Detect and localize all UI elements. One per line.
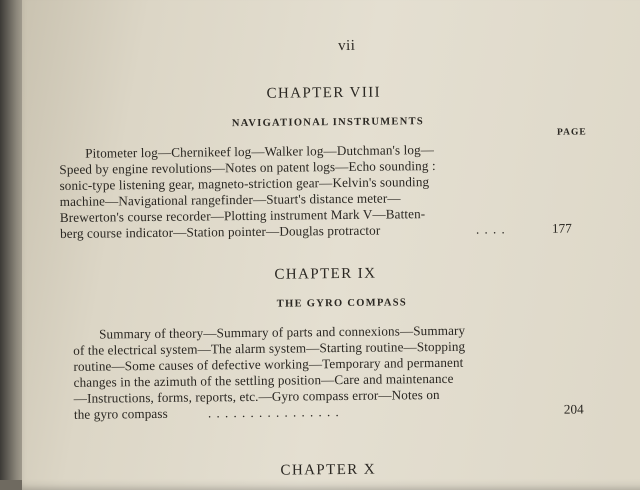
chapter-viii-dot-leader: . . . . (475, 221, 506, 237)
page-text-block (20, 0, 640, 479)
chapter-ix-page-number: 204 (563, 401, 584, 417)
chapter-ix-line-1: Summary of theory—Summary of parts and connexions—Summary (98, 322, 466, 342)
chapter-ix-line-4: changes in the azimuth of the settling position—Care and maintenance (73, 370, 454, 390)
chapter-ix-dot-leader: . . . . . . . . . . . . . . . . (207, 404, 340, 421)
chapter-ix-line-2: of the electrical system—The alarm system—Starting routine—Stopping (73, 338, 466, 358)
chapter-ix-line-6: the gyro compass (73, 405, 168, 422)
chapter-ix-line-5: —Instructions, forms, reports, etc.—Gyro compass error—Notes on (73, 386, 440, 406)
chapter-viii-subtitle: NAVIGATIONAL INSTRUMENTS (231, 116, 425, 130)
chapter-x-heading: CHAPTER X (280, 461, 377, 479)
book-page (22, 0, 640, 490)
chapter-viii-line-5: Brewerton's course recorder—Plotting instrument Mark V—Batten- (59, 206, 426, 225)
page-folio: vii (337, 37, 356, 55)
chapter-viii-line-2: Speed by engine revolutions—Notes on patent logs—Echo sounding : (59, 158, 436, 177)
chapter-viii-line-6: berg course indicator—Station pointer—Douglas protractor (59, 222, 381, 241)
chapter-viii-line-4: machine—Navigational rangefinder—Stuart's distance meter— (59, 190, 401, 209)
page-column-label: PAGE (556, 127, 587, 138)
chapter-viii-heading: CHAPTER VIII (266, 84, 382, 102)
chapter-viii-line-3: sonic-type listening gear, magneto-striction gear—Kelvin's sounding (59, 174, 430, 193)
chapter-ix-line-3: routine—Some causes of defective working—Temporary and permanent (73, 354, 464, 374)
chapter-ix-heading: CHAPTER IX (274, 265, 377, 283)
chapter-viii-line-1: Pitometer log—Chernikeef log—Walker log—Dutchman's log— (85, 142, 435, 161)
chapter-ix-subtitle: THE GYRO COMPASS (276, 297, 408, 310)
chapter-viii-page-number: 177 (551, 220, 572, 236)
